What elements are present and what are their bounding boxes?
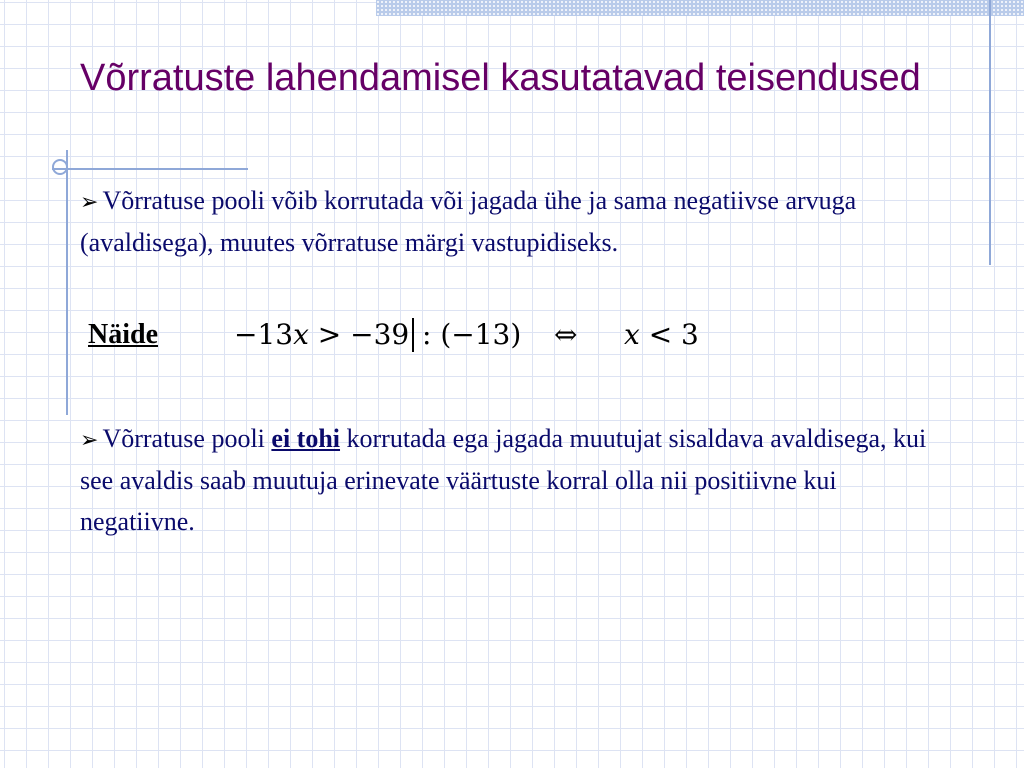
example-inequality (234, 314, 409, 356)
arrow-bullet-icon: ➢ (80, 427, 99, 452)
example-row (88, 314, 728, 358)
example-result (624, 314, 699, 356)
example-rhs-variable: x (624, 318, 640, 351)
division-bar (412, 318, 414, 352)
rule-2-text-before: Võrratuse pooli (102, 424, 272, 453)
example-lhs-variable: x (293, 318, 309, 351)
top-decorative-band (376, 0, 1024, 16)
decorative-circle-icon (52, 159, 68, 175)
rule-2-text-after: korrutada ega jagada muutujat sisaldava avaldisega, kui see avaldis saab muutuja erinevate väärtuste korral olla nii positiivne kui negatiivne. (80, 424, 927, 536)
arrow-bullet-icon: ➢ (80, 189, 99, 214)
example-division: : (−13) (422, 318, 522, 351)
equivalence-arrow-icon: ⇔ (554, 318, 578, 351)
rule-2-emphasis: ei tohi (271, 424, 341, 453)
decorative-vertical-line-right (989, 0, 991, 265)
decorative-horizontal-line (52, 168, 248, 170)
example-rhs-rest: < 3 (639, 318, 699, 351)
rule-paragraph-1 (80, 180, 940, 263)
rule-paragraph-2 (80, 418, 940, 542)
example-lhs-rest: > −39 (308, 318, 410, 351)
slide-title: Võrratuste lahendamisel kasutatavad teisendused (80, 57, 921, 99)
decorative-vertical-line-left (66, 150, 68, 415)
rule-1-text: Võrratuse pooli võib korrutada või jagada ühe ja sama negatiivse arvuga (avaldisega), muutes võrratuse märgi vastupidiseks. (80, 186, 857, 257)
example-lhs-coefficient: −13 (234, 318, 294, 351)
example-label: Näide (88, 319, 158, 350)
